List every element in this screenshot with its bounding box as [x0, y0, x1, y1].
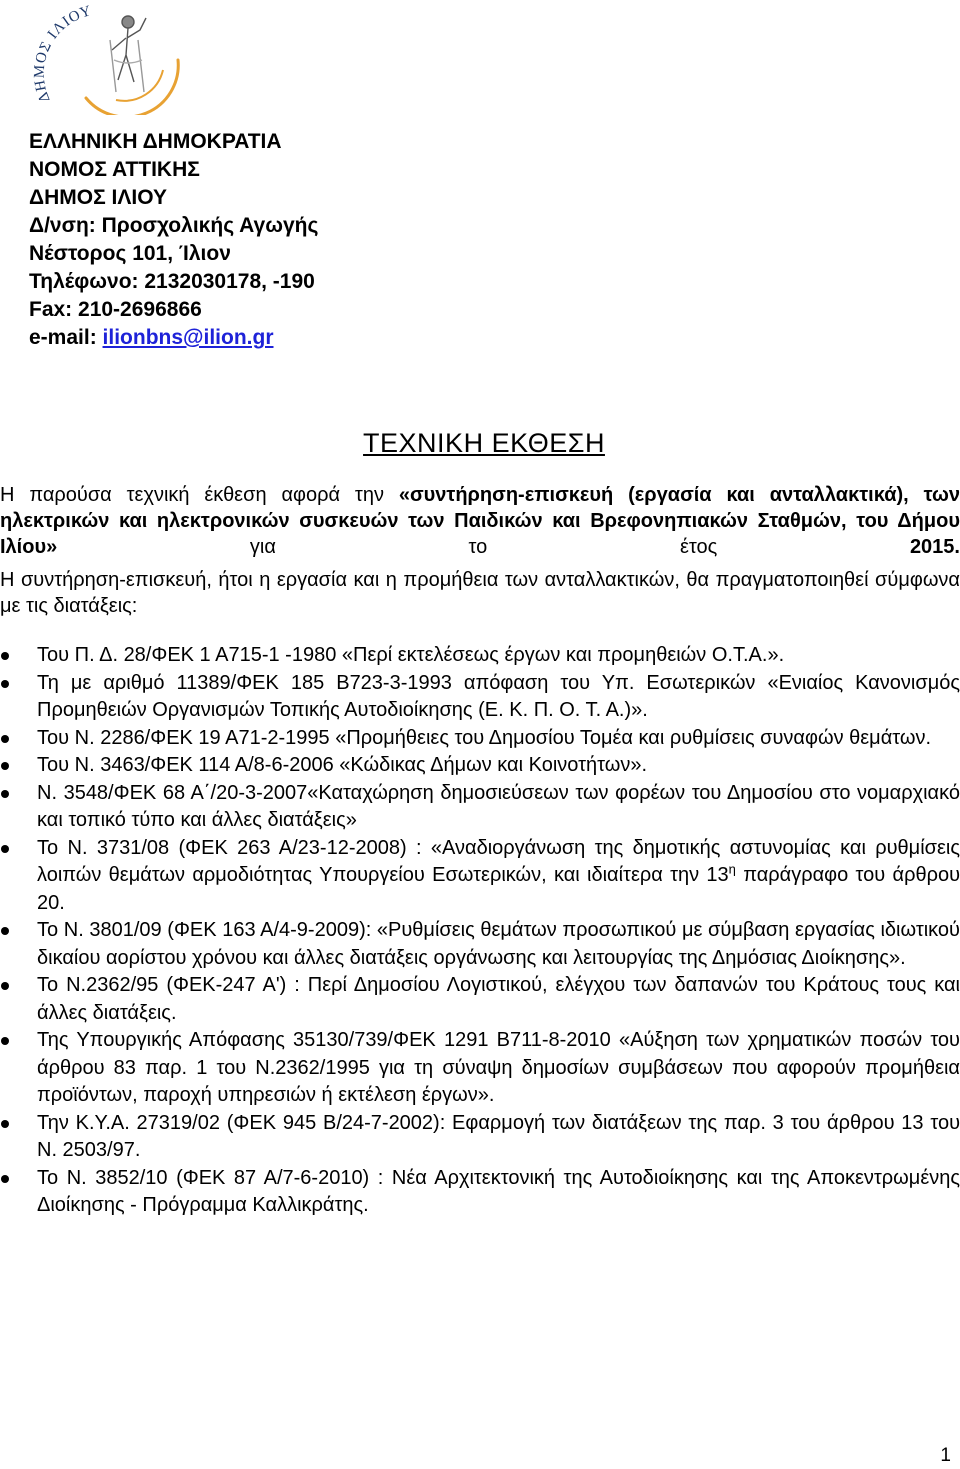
prefecture-name: ΝΟΜΟΣ ΑΤΤΙΚΗΣ	[29, 158, 200, 181]
email-link[interactable]: ilionbns@ilion.gr	[102, 326, 274, 349]
letterhead	[29, 128, 318, 352]
bullet-icon	[1, 1037, 9, 1045]
logo-figure-icon	[110, 16, 146, 92]
bullet-icon	[1, 790, 9, 798]
logo-text: ΔΗΜΟΣ ΙΛΙΟΥ	[31, 2, 94, 105]
intro-paragraph	[0, 482, 960, 560]
list-item: Ν. 3548/ΦΕΚ 68 Α΄/20-3-2007«Καταχώρηση δημοσιεύσεων των φορέων του Δημοσίου στο νομαρχιακό και τοπικό τύπο και άλλες διατάξεις»	[0, 780, 960, 835]
intro-prefix: Η παρούσα τεχνική έκθεση αφορά την	[0, 484, 399, 506]
bullet-icon	[1, 680, 9, 688]
bullet-icon	[1, 1120, 9, 1128]
phone: Τηλέφωνο: 2132030178, -190	[29, 270, 315, 293]
list-item: Το Ν. 3852/10 (ΦΕΚ 87 Α/7-6-2010) : Νέα Αρχιτεκτονική της Αυτοδιοίκησης και της Αποκεντρωμένης Διοίκησης - Πρόγραμμα Καλλικράτης.	[0, 1165, 960, 1220]
municipality-logo	[28, 0, 198, 115]
list-item: Του Ν. 3463/ΦΕΚ 114 Α/8-6-2006 «Κώδικας Δήμων και Κοινοτήτων».	[0, 752, 960, 780]
email-label: e-mail:	[29, 326, 103, 349]
bullet-icon	[1, 652, 9, 660]
bullet-icon	[1, 735, 9, 743]
intro-suffix: για το έτος	[57, 536, 910, 558]
page-number: 1	[940, 1445, 951, 1466]
bullet-icon	[1, 762, 9, 770]
list-item: Το Ν.2362/95 (ΦΕΚ-247 Α') : Περί Δημοσίου Λογιστικού, ελέγχου των δαπανών του Κράτους τους και άλλες διατάξεις.	[0, 972, 960, 1027]
list-item: Της Υπουργικής Απόφασης 35130/739/ΦΕΚ 1291 Β711-8-2010 «Αύξηση των χρηματικών ποσών του άρθρου 83 παρ. 1 του Ν.2362/1995 για τη σύναψη δημοσίων συμβάσεων που αφορούν προμήθεια προϊόντων, παροχή υπηρεσιών ή εκτέλεση έργων».	[0, 1027, 960, 1110]
country-name: ΕΛΛΗΝΙΚΗ ΔΗΜΟΚΡΑΤΙΑ	[29, 130, 282, 153]
list-item: Του Ν. 2286/ΦΕΚ 19 Α71-2-1995 «Προμήθειες του Δημοσίου Τομέα και ρυθμίσεις συναφών θεμάτων.	[0, 725, 960, 753]
list-item: Την Κ.Υ.Α. 27319/02 (ΦΕΚ 945 Β/24-7-2002): Εφαρμογή των διατάξεων της παρ. 3 του άρθρου 13 του Ν. 2503/97.	[0, 1110, 960, 1165]
municipality-name: ΔΗΜΟΣ ΙΛΙΟΥ	[29, 186, 167, 209]
svg-text:ΔΗΜΟΣ ΙΛΙΟΥ	[32, 3, 94, 105]
document-title: ΤΕΧΝΙΚΗ ΕΚΘΕΣΗ	[363, 428, 605, 458]
list-item: Το Ν. 3731/08 (ΦΕΚ 263 Α/23-12-2008) : «Αναδιοργάνωση της δημοτικής αστυνομίας και ρυθμίσεις λοιπών θεμάτων αρμοδιότητας Υπουργείου Εσωτερικών, και ιδιαίτερα την $13^\eta$ παράγραφο του άρθρου 20.	[0, 835, 960, 918]
department-name: Δ/νση: Προσχολικής Αγωγής	[29, 214, 319, 237]
fax: Fax: 210-2696866	[29, 298, 202, 321]
bullet-icon	[1, 845, 9, 853]
superscript: η	[728, 861, 736, 877]
list-item: Του Π. Δ. 28/ΦΕΚ 1 Α715-1 -1980 «Περί εκτελέσεως έργων και προμηθειών Ο.Τ.Α.».	[0, 642, 960, 670]
address: Νέστορος 101, Ίλιον	[29, 242, 231, 265]
bullet-icon	[1, 1175, 9, 1183]
list-item: Το Ν. 3801/09 (ΦΕΚ 163 Α/4-9-2009): «Ρυθμίσεις θεμάτων προσωπικού με σύμβαση εργασίας ιδιωτικού δικαίου αορίστου χρόνου και άλλες διατάξεις οργάνωσης και λειτουργίας της Δημόσιας Διοίκησης».	[0, 917, 960, 972]
intro-year: 2015.	[909, 536, 960, 558]
legal-intro	[0, 567, 960, 619]
laws-list	[0, 642, 960, 1220]
email-line	[29, 324, 318, 352]
bullet-icon	[1, 982, 9, 990]
bullet-icon	[1, 927, 9, 935]
intro-subject: «συντήρηση-επισκευή (εργασία και ανταλλακτικά), των ηλεκτρικών και ηλεκτρονικών συσκευών των Παιδικών και Βρεφονηπιακών Σταθμών, του Δήμου Ιλίου»	[0, 484, 960, 558]
list-item: Τη με αριθμό 11389/ΦΕΚ 185 Β723-3-1993 απόφαση του Υπ. Εσωτερικών «Ενιαίος Κανονισμός Προμηθειών Οργανισμών Τοπικής Αυτοδιοίκησης (Ε. Κ. Π. Ο. Τ. Α.)».	[0, 670, 960, 725]
legal-intro-text: Η συντήρηση-επισκευή, ήτοι η εργασία και η προμήθεια των ανταλλακτικών, θα πραγματοποιηθεί σύμφωνα με τις διατάξεις:	[0, 569, 960, 617]
